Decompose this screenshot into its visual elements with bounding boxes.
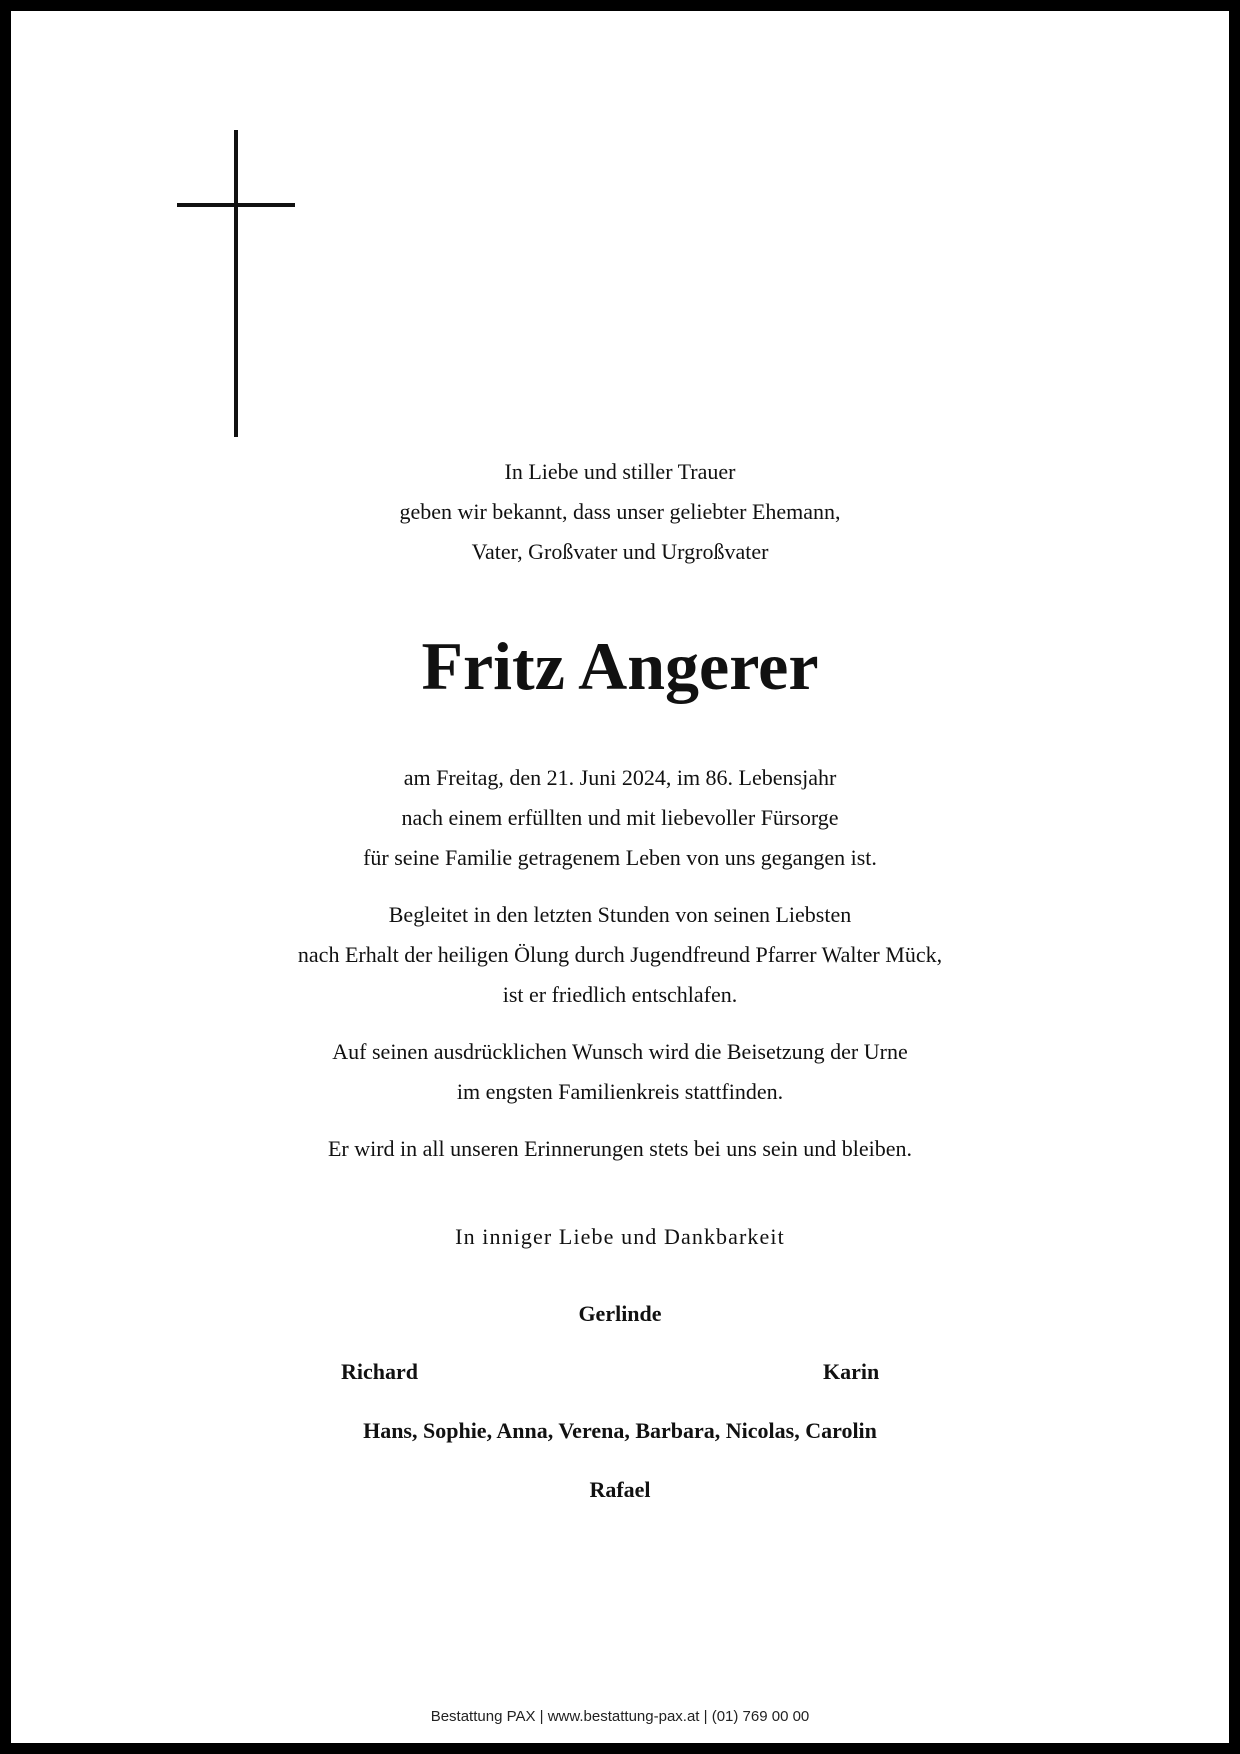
body-line-9: Er wird in all unseren Erinnerungen stets bei uns sein und bleiben.: [327, 1136, 913, 1161]
intro-line-3: Vater, Großvater und Urgroßvater: [471, 539, 769, 564]
body-line-8: im engsten Familienkreis stattfinden.: [456, 1079, 784, 1104]
intro-line-2: geben wir bekannt, dass unser geliebter Ehemann,: [399, 499, 841, 524]
footer-contact: Bestattung PAX | www.bestattung-pax.at | (01) 769 00 00: [430, 1708, 810, 1725]
body-line-7: Auf seinen ausdrücklichen Wunsch wird die Beisetzung der Urne: [332, 1039, 908, 1064]
mourner-grandchildren: Hans, Sophie, Anna, Verena, Barbara, Nicolas, Carolin: [363, 1418, 877, 1443]
body-line-6: ist er friedlich entschlafen.: [502, 982, 738, 1007]
mourner-child-right: Karin: [823, 1359, 880, 1384]
body-line-4: Begleitet in den letzten Stunden von seinen Liebsten: [388, 902, 852, 927]
body-line-1: am Freitag, den 21. Juni 2024, im 86. Lebensjahr: [403, 765, 837, 790]
intro-line-1: In Liebe und stiller Trauer: [504, 459, 736, 484]
body-line-5: nach Erhalt der heiligen Ölung durch Jugendfreund Pfarrer Walter Mück,: [297, 942, 943, 967]
cross-horizontal-bar: [177, 203, 295, 207]
mourner-child-left: Richard: [341, 1359, 418, 1384]
deceased-name: Fritz Angerer: [421, 628, 819, 704]
mourner-spouse: Gerlinde: [578, 1301, 662, 1326]
closing-line: In inniger Liebe und Dankbarkeit: [455, 1224, 785, 1249]
obituary-sheet: [11, 11, 1229, 1743]
cross-vertical-bar: [234, 130, 238, 437]
body-line-2: nach einem erfüllten und mit liebevoller Fürsorge: [401, 805, 839, 830]
mourner-great-grandchild: Rafael: [589, 1477, 651, 1502]
body-line-3: für seine Familie getragenem Leben von uns gegangen ist.: [363, 845, 877, 870]
